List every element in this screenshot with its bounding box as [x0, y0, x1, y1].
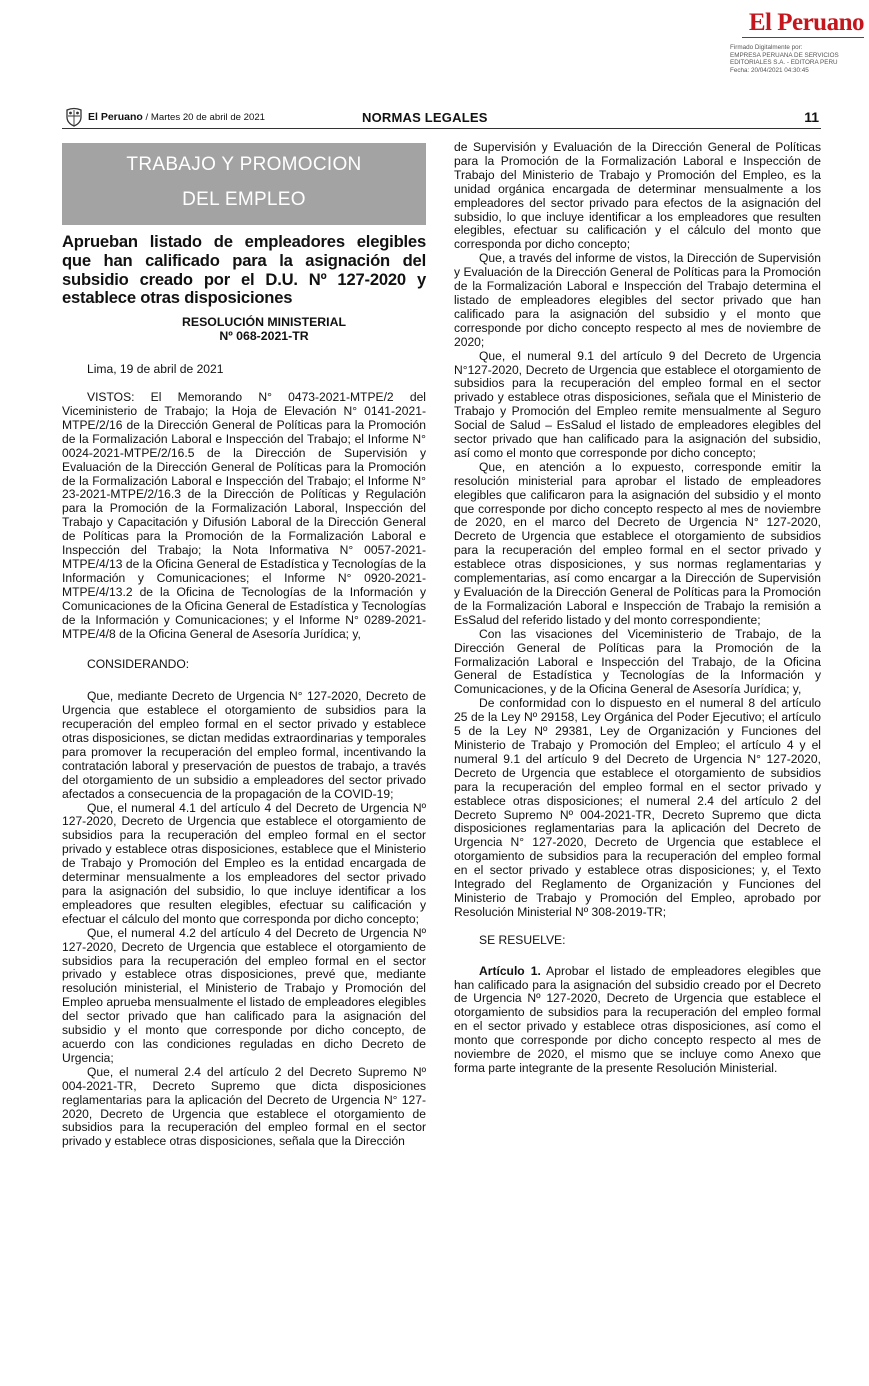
left-column: [62, 140, 426, 1149]
brand-block: [728, 10, 864, 40]
signature-line: EMPRESA PERUANA DE SERVICIOS: [730, 51, 839, 59]
body-paragraph: de Supervisión y Evaluación de la Dirección General de Políticas para la Promoción de la Formalización Laboral e Inspección de Trabajo del Ministerio de Trabajo y Promoción del Empleo, es la unidad orgánica encargada de determinar mensualmente a los empleadores del sector privado para efectos de la asignación del subsidio, lo que incluye identificar a los empleadores que resulten elegibles, efectuar su calificación y el cálculo del monto que corresponda por dicho concepto;: [454, 140, 821, 252]
banner-line-1: TRABAJO Y PROMOCION: [126, 154, 362, 175]
considerando-label: CONSIDERANDO:: [87, 657, 190, 672]
body-paragraph: Que, mediante Decreto de Urgencia N° 127-2020, Decreto de Urgencia que establece el otorgamiento de subsidios para la recuperación del empleo formal en el sector privado y establece otras disposiciones, se dictan medidas extraordinarias y temporales para promover la recuperación del empleo formal, incentivando la contratación laboral y preservación de puestos de trabajo, a través del otorgamiento de un subsidio a empleadores del sector privado afectados a consecuencia de la propagación de la COVID-19;: [62, 689, 426, 801]
place-date: Lima, 19 de abril de 2021: [87, 362, 224, 377]
body-paragraph: Que, a través del informe de vistos, la Dirección de Supervisión y Evaluación de la Dirección General de Políticas para la Promoción de la Formalización Laboral e Inspección del Trabajo determina el listado de empleadores elegibles del sector privado que han calificado para la asignación del subsidio y el monto que corresponde por dicho concepto respecto al mes de noviembre de 2020;: [454, 251, 821, 349]
header-date: / Martes 20 de abril de 2021: [145, 112, 265, 123]
signature-line: Firmado Digitalmente por:: [730, 44, 803, 51]
se-resuelve-label: SE RESUELVE:: [479, 932, 566, 947]
body-paragraph: De conformidad con lo dispuesto en el numeral 8 del artículo 25 de la Ley Nº 29158, Ley Orgánica del Poder Ejecutivo; el artículo 5 de la Ley Nº 29381, Ley de Organización y Funciones del Ministerio de Trabajo y Promoción del Empleo; el artículo 4 y el numeral 9.1 del artículo 9 del Decreto de Urgencia N° 127-2020, Decreto de Urgencia que establece el otorgamiento de subsidios para la recuperación del empleo formal en el sector privado y establece otras disposiciones; el numeral 2.4 del artículo 2 del Decreto Supremo Nº 004-2021-TR, Decreto Supremo que dicta disposiciones reglamentarias para la aplicación del Decreto de Urgencia N° 127-2020, Decreto de Urgencia que establece el otorgamiento de subsidios para la recuperación del empleo formal en el sector privado y establece otras disposiciones; y, el Texto Integrado del Reglamento de Organización y Funciones del Ministerio de Trabajo y Promoción del Empleo, aprobado por Resolución Ministerial Nº 308-2019-TR;: [454, 696, 821, 919]
digital-signature: [730, 44, 864, 74]
header-paper-date: [88, 111, 265, 123]
el-peruano-logo: El Peruano: [748, 9, 864, 36]
body-paragraph: Que, el numeral 2.4 del artículo 2 del Decreto Supremo Nº 004-2021-TR, Decreto Supremo que dicta disposiciones reglamentarias para la aplicación del Decreto de Urgencia N° 127-2020, Decreto de Urgencia que establece el otorgamiento de subsidios para la recuperación del empleo formal en el sector privado y establece otras disposiciones, señala que la Dirección: [62, 1064, 426, 1149]
coat-of-arms-icon: [64, 107, 84, 132]
resolution-title: RESOLUCIÓN MINISTERIAL: [182, 315, 346, 330]
vistos-paragraph: VISTOS: El Memorando N° 0473-2021-MTPE/2 del Viceministerio de Trabajo; la Hoja de Elevación N° 0141-2021-MTPE/2/16 de la Dirección General de Políticas para la Promoción de la Formalización Laboral e Inspección del Trabajo; el Informe N° 0024-2021-MTPE/2/16.5 de la Dirección de Supervisión y Evaluación de la Dirección General de Políticas para la Promoción de la Formalización Laboral e Inspección del Trabajo; el Informe N° 23-2021-MTPE/2/16.3 de la Dirección de Políticas y Regulación para la Promoción de la Formalización Laboral, Inspección del Trabajo y Capacitación y Difusión Laboral de la Dirección General de Políticas para la Promoción de la Formalización Laboral e Inspección del Trabajo; la Nota Informativa N° 0057-2021-MTPE/4/13 de la Oficina General de Estadística y Tecnologías de la Información y Comunicaciones; el Informe N° 0920-2021-MTPE/4/13.2 de la Oficina de Tecnologías de la Información y Comunicaciones de la Oficina General de Estadística y Tecnologías de la Información y Comunicaciones; y el Informe N° 0289-2021-MTPE/4/8 de la Oficina General de Asesoría Jurídica; y,: [62, 390, 426, 641]
article-1-text: Aprobar el listado de empleadores elegibles que han calificado para la asignación del subsidio creado por el Decreto de Urgencia Nº 127-2020, Decreto de Urgencia que establece el otorgamiento de subsidios para la recuperación del empleo formal en el sector privado y establece otras disposiciones, así como el monto que corresponde por dicho concepto respecto al mes de noviembre de 2020, el mismo que se incluye como Anexo que forma parte integrante de la presente Resolución Ministerial.: [454, 963, 821, 1075]
right-column: [454, 141, 821, 1076]
header-section: NORMAS LEGALES: [362, 110, 488, 125]
header-paper-name: El Peruano: [88, 111, 143, 123]
ministry-banner: [62, 143, 426, 225]
article-1: [454, 965, 821, 1076]
body-paragraph: Que, en atención a lo expuesto, corresponde emitir la resolución ministerial para aprobar el listado de empleadores elegibles que calificaron para la asignación del subsidio y el monto que corresponde por dicho concepto respecto al mes de noviembre de 2020, en el marco del Decreto de Urgencia N° 127-2020, Decreto de Urgencia que establece el otorgamiento de subsidios para la recuperación del empleo formal en el sector privado y establece otras disposiciones, y sus normas reglamentarias y complementarias, así como encargar a la Dirección de Supervisión y Evaluación de la Dirección General de Políticas para la Promoción de la Formalización Laboral e Inspección de Trabajo la remisión a EsSalud del referido listado y del monto correspondiente;: [454, 459, 821, 627]
headline: Aprueban listado de empleadores elegibles que han calificado para la asignación del subsidio creado por el D.U. Nº 127-2020 y establece otras disposiciones: [62, 232, 426, 308]
body-paragraph: Que, el numeral 9.1 del artículo 9 del Decreto de Urgencia N°127-2020, Decreto de Urgencia que establece el otorgamiento de subsidios para la recuperación del empleo formal en el sector privado y establece otras disposiciones, señala que el Ministerio de Trabajo y Promoción del Empleo remite mensualmente al Seguro Social de Salud – EsSalud el listado de empleadores elegibles del sector privado que han calificado para la asignación del subsidio, así como el monto que corresponde por dicho concepto;: [454, 348, 821, 460]
body-paragraph: Que, el numeral 4.2 del artículo 4 del Decreto de Urgencia Nº 127-2020, Decreto de Urgencia que establece el otorgamiento de subsidios para la recuperación del empleo formal en el sector privado y establece otras disposiciones, prevé que, mediante resolución ministerial, el Ministerio de Trabajo y Promoción del Empleo aprueba mensualmente el listado de empleadores elegibles del sector privado que han calificado para la asignación del subsidio y el monto que corresponde por dicho concepto, de acuerdo con las condiciones reguladas en dicho Decreto de Urgencia;: [62, 925, 426, 1065]
logo-underline: [742, 37, 864, 40]
signature-line: Fecha: 20/04/2021 04:30:45: [730, 66, 809, 74]
page-number: 11: [804, 109, 819, 125]
body-paragraph: Que, el numeral 4.1 del artículo 4 del Decreto de Urgencia Nº 127-2020, Decreto de Urgencia que establece el otorgamiento de subsidios para la recuperación del empleo formal en el sector privado y establece otras disposiciones, establece que el Ministerio de Trabajo y Promoción del Empleo es la entidad encargada de determinar mensualmente a los empleadores del sector privado para la asignación del subsidio, lo que incluye identificar a los empleadores que resulten elegibles, efectuar su calificación y efectuar el cálculo del monto que corresponda por dicho concepto;: [62, 800, 426, 926]
signature-line: EDITORIALES S.A. - EDITORA PERU: [730, 59, 838, 67]
banner-line-2: DEL EMPLEO: [182, 189, 306, 210]
resolution-number: Nº 068-2021-TR: [219, 329, 309, 344]
running-header: [62, 106, 821, 129]
body-paragraph: Con las visaciones del Viceministerio de Trabajo, de la Dirección General de Políticas para la Promoción de la Formalización Laboral e Inspección del Trabajo, de la Oficina General de Estadística y Tecnologías de la Información y Comunicaciones, y de la Oficina General de Asesoría Jurídica; y,: [454, 626, 821, 697]
article-1-label: Artículo 1.: [479, 963, 541, 978]
